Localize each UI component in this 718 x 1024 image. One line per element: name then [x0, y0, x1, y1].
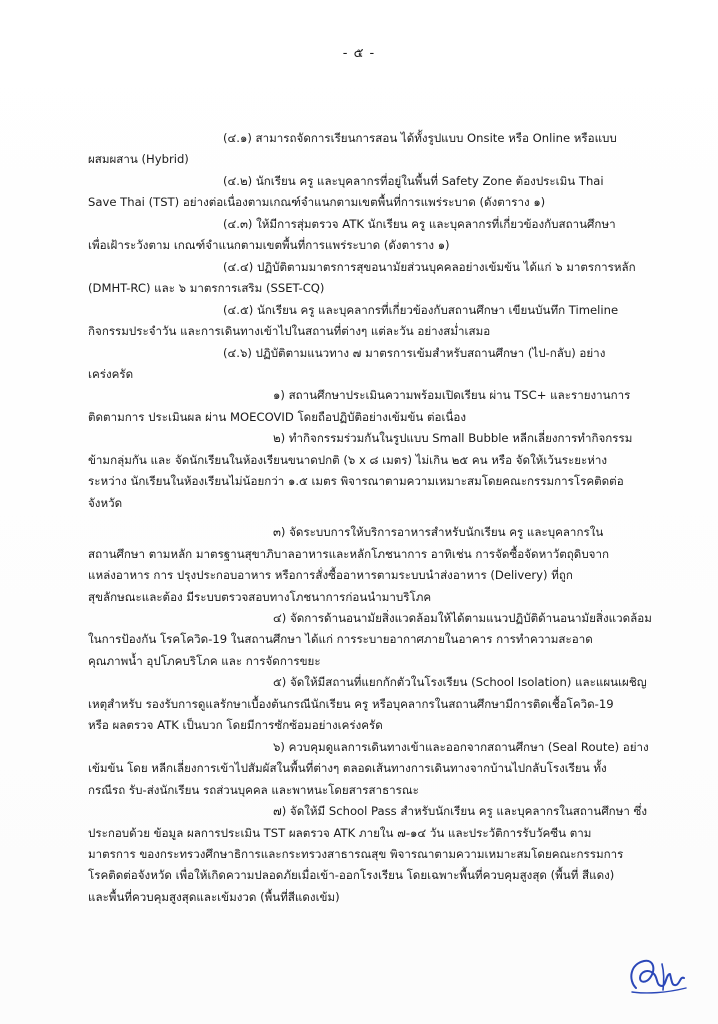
handwritten-signature	[626, 952, 690, 996]
text-line: เคร่งครัด	[88, 366, 134, 381]
text-line: กรณีรถ รับ-ส่งนักเรียน รถส่วนบุคคล และพาหนะโดยสารสาธารณะ	[88, 782, 419, 797]
text-line: (๔.๔) ปฏิบัติตามมาตรการสุขอนามัยส่วนบุคคลอย่างเข้มข้น ได้แก่ ๖ มาตรการหลัก	[223, 259, 636, 274]
text-line: โรคติดต่อจังหวัด เพื่อให้เกิดความปลอดภัยเมื่อเข้า-ออกโรงเรียน โดยเฉพาะพื้นที่ควบคุมสูงสุด (พื้นที่ สีแดง)	[88, 868, 615, 883]
text-line: ประกอบด้วย ข้อมูล ผลการประเมิน TST ผลตรวจ ATK ภายใน ๗-๑๔ วัน และประวัติการรับวัคซีน ตาม	[88, 825, 592, 840]
paragraph	[88, 214, 678, 257]
text-line: จังหวัด	[88, 495, 123, 510]
text-line: คุณภาพน้ำ อุปโภคบริโภค และ การจัดการขยะ	[88, 653, 321, 668]
text-line: เพื่อเฝ้าระวังตาม เกณฑ์จำแนกตามเขตพื้นที่การแพร่ระบาด (ดังตาราง ๑)	[88, 238, 450, 253]
text-line: เหตุสำหรับ รองรับการดูแลรักษาเบื้องต้นกรณีนักเรียน ครู หรือบุคลากรในสถานศึกษามีการติดเชื้อโควิด-19	[88, 696, 614, 711]
paragraph	[88, 257, 678, 300]
text-line: (๔.๒) นักเรียน ครู และบุคลากรที่อยู่ในพื้นที่ Safety Zone ต้องประเมิน Thai	[223, 173, 604, 188]
text-line: ผสมผสาน (Hybrid)	[88, 152, 189, 167]
text-line: กิจกรรมประจำวัน และการเดินทางเข้าไปในสถานที่ต่างๆ แต่ละวัน อย่างสม่ำเสมอ	[88, 324, 491, 339]
text-line: แหล่งอาหาร การ ปรุงประกอบอาหาร หรือการสั่งซื้ออาหารตามระบบนำส่งอาหาร (Delivery) ที่ถูก	[88, 568, 573, 583]
text-line: สถานศึกษา ตามหลัก มาตรฐานสุขาภิบาลอาหารและหลักโภชนาการ อาทิเช่น การจัดซื้อจัดหาวัตถุดิบจาก	[88, 546, 610, 561]
text-line: ในการป้องกัน โรคโควิด-19 ในสถานศึกษา ได้แก่ การระบายอากาศภายในอาคาร การทำความสะอาด	[88, 632, 593, 647]
text-line: และพื้นที่ควบคุมสูงสุดและเข้มงวด (พื้นที่สีแดงเข้ม)	[88, 889, 340, 904]
paragraph	[88, 737, 678, 801]
paragraph	[88, 672, 678, 736]
paragraph	[88, 171, 678, 214]
paragraph	[88, 608, 678, 672]
text-line: หรือ ผลตรวจ ATK เป็นบวก โดยมีการซักซ้อมอย่างเคร่งครัด	[88, 718, 383, 733]
text-line: (DMHT-RC) และ ๖ มาตรการเสริม (SSET-CQ)	[88, 281, 325, 296]
text-line: ๗) จัดให้มี School Pass สำหรับนักเรียน ครู และบุคลากรในสถานศึกษา ซึ่ง	[273, 804, 648, 819]
text-line: ๒) ทำกิจกรรมร่วมกันในรูปแบบ Small Bubble หลีกเลี่ยงการทำกิจกรรม	[273, 431, 633, 446]
text-line: ติดตามการ ประเมินผล ผ่าน MOECOVID โดยถือปฏิบัติอย่างเข้มข้น ต่อเนื่อง	[88, 409, 467, 424]
text-line: (๔.๖) ปฏิบัติตามแนวทาง ๗ มาตรการเข้มสำหรับสถานศึกษา (ไป-กลับ) อย่าง	[223, 345, 606, 360]
paragraph	[88, 801, 678, 908]
text-line: ๓) จัดระบบการให้บริการอาหารสำหรับนักเรียน ครู และบุคลากรใน	[273, 525, 604, 540]
text-line: มาตรการ ของกระทรวงศึกษาธิการและกระทรวงสาธารณสุข พิจารณาตามความเหมาะสมโดยคณะกรรมการ	[88, 846, 624, 861]
page-number: - ๕ -	[342, 46, 376, 61]
text-line: ระหว่าง นักเรียนในห้องเรียนไม่น้อยกว่า ๑.๕ เมตร พิจารณาตามความเหมาะสมโดยคณะกรรมการโรคติดต่อ	[88, 474, 624, 489]
text-line: สุขลักษณะและต้อง มีระบบตรวจสอบทางโภชนาการก่อนนำมาบริโภค	[88, 589, 432, 604]
text-line: (๔.๕) นักเรียน ครู และบุคลากรที่เกี่ยวข้องกับสถานศึกษา เขียนบันทึก Timeline	[223, 302, 619, 317]
paragraph-gap	[88, 514, 678, 522]
document-body	[88, 128, 678, 908]
paragraph	[88, 522, 678, 608]
paragraph	[88, 428, 678, 514]
text-line: Save Thai (TST) อย่างต่อเนื่องตามเกณฑ์จำแนกตามเขตพื้นที่การแพร่ระบาด (ดังตาราง ๑)	[88, 195, 546, 210]
text-line: ๕) จัดให้มีสถานที่แยกกักตัวในโรงเรียน (School Isolation) และแผนเผชิญ	[273, 675, 647, 690]
text-line: เข้มข้น โดย หลีกเลี่ยงการเข้าไปสัมผัสในพื้นที่ต่างๆ ตลอดเส้นทางการเดินทางจากบ้านไปกลับโรงเรียน ทั้ง	[88, 761, 607, 776]
paragraph	[88, 128, 678, 171]
text-line: ข้ามกลุ่มกัน และ จัดนักเรียนในห้องเรียนขนาดปกติ (๖ x ๘ เมตร) ไม่เกิน ๒๕ คน หรือ จัดให้เว้นระยะห่าง	[88, 452, 608, 467]
text-line: ๖) ควบคุมดูแลการเดินทางเข้าและออกจากสถานศึกษา (Seal Route) อย่าง	[273, 739, 649, 754]
text-line: ๑) สถานศึกษาประเมินความพร้อมเปิดเรียน ผ่าน TSC+ และรายงานการ	[273, 388, 631, 403]
paragraph	[88, 385, 678, 428]
text-line: ๔) จัดการด้านอนามัยสิ่งแวดล้อมให้ได้ตามแนวปฏิบัติด้านอนามัยสิ่งแวดล้อม	[273, 610, 652, 625]
text-line: (๔.๓) ให้มีการสุ่มตรวจ ATK นักเรียน ครู และบุคลากรที่เกี่ยวข้องกับสถานศึกษา	[223, 216, 616, 231]
paragraph	[88, 343, 678, 386]
paragraph	[88, 300, 678, 343]
text-line: (๔.๑) สามารถจัดการเรียนการสอน ได้ทั้งรูปแบบ Onsite หรือ Online หรือแบบ	[223, 131, 617, 145]
